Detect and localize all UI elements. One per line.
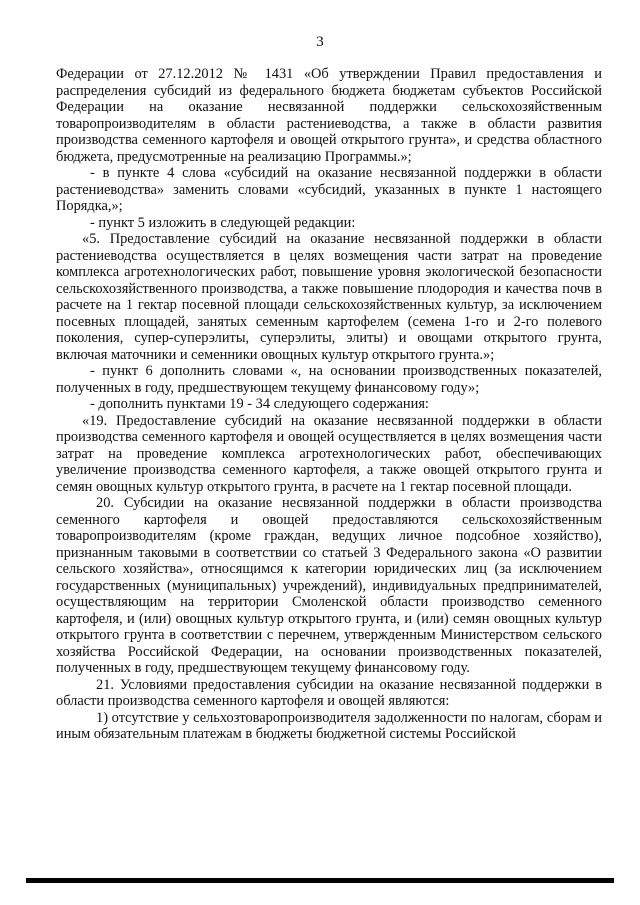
paragraph-clause-20: 20. Субсидии на оказание несвязанной поддержки в области производства семенного картофеля и овощей предоставляются сельскохозяйственным товаропроизводителям (кроме граждан, ведущих личное подсобное хозяйство), признанным таковыми в соответствии со статьей 3 Федерального закона «О развитии сельского хозяйства», относящимся к категории юридических лиц (за исключением государственных (муниципальных) учреждений), индивидуальных предпринимателей, осуществляющим на территории Смоленской области производство семенного картофеля, и (или) овощных культур открытого грунта, и (или) семян овощных культур открытого грунта в соответствии с перечнем, утвержденным Министерством сельского хозяйства Российской Федерации, на основании производственных показателей, полученных в году, предшествующем текущему финансовому году. — [56, 495, 602, 676]
document-body — [56, 66, 602, 743]
paragraph-items-19-34-intro: - дополнить пунктами 19 - 34 следующего содержания: — [90, 396, 429, 412]
paragraph-continuation: Федерации от 27.12.2012 № 1431 «Об утверждении Правил предоставления и распределения субсидий из федерального бюджета бюджетам субъектов Российской Федерации на оказание несвязанной поддержки сельскохозяйственным товаропроизводителям в области растениеводства, а также в области развития производства семенного картофеля и овощей открытого грунта», и средства областного бюджета, предусмотренные на реализацию Программы.»; — [56, 66, 602, 165]
paragraph-clause-5: «5. Предоставление субсидий на оказание несвязанной поддержки в области растениеводства осуществляется в целях возмещения части затрат на проведение комплекса агротехнологических работ, повышение уровня экологической безопасности сельскохозяйственного производства, а также повышение плодородия и качества почв в расчете на 1 гектар посевной площади сельскохозяйственных культур, за исключением посевных площадей, занятых семенным картофелем (семена 1-го и 2-го полевого поколения, супер-суперэлиты, суперэлиты, элиты) и овощами открытого грунта, включая маточники и семенники овощных культур открытого грунта.»; — [56, 231, 602, 363]
paragraph-clause-19: «19. Предоставление субсидий на оказание несвязанной поддержки в области производства семенного картофеля и овощей осуществляется в целях возмещения части затрат на проведение комплекса агротехнологических работ, обеспечивающих увеличение производства семенного картофеля, а также овощей открытого грунта и семян овощных культур открытого грунта, в расчете на 1 гектар посевной площади. — [56, 412, 602, 495]
paragraph-clause-21: 21. Условиями предоставления субсидии на оказание несвязанной поддержки в области производства семенного картофеля и овощей являются: — [56, 676, 602, 709]
paragraph-item-5-intro: - пункт 5 изложить в следующей редакции: — [90, 214, 356, 231]
bottom-rule — [26, 878, 614, 883]
paragraph-item-4: - в пункте 4 слова «субсидий на оказание несвязанной поддержки в области растениеводства» заменить словами «субсидий, указанных в пункте 1 настоящего Порядка,»; — [56, 165, 602, 214]
paragraph-clause-21-1: 1) отсутствие у сельхозтоваропроизводителя задолженности по налогам, сборам и иным обязательным платежам в бюджеты бюджетной системы Российской — [56, 709, 602, 742]
page-number: 3 — [316, 34, 324, 50]
paragraph-item-6: - пункт 6 дополнить словами «, на основании производственных показателей, полученных в году, предшествующем текущему финансовому году»; — [56, 363, 602, 396]
